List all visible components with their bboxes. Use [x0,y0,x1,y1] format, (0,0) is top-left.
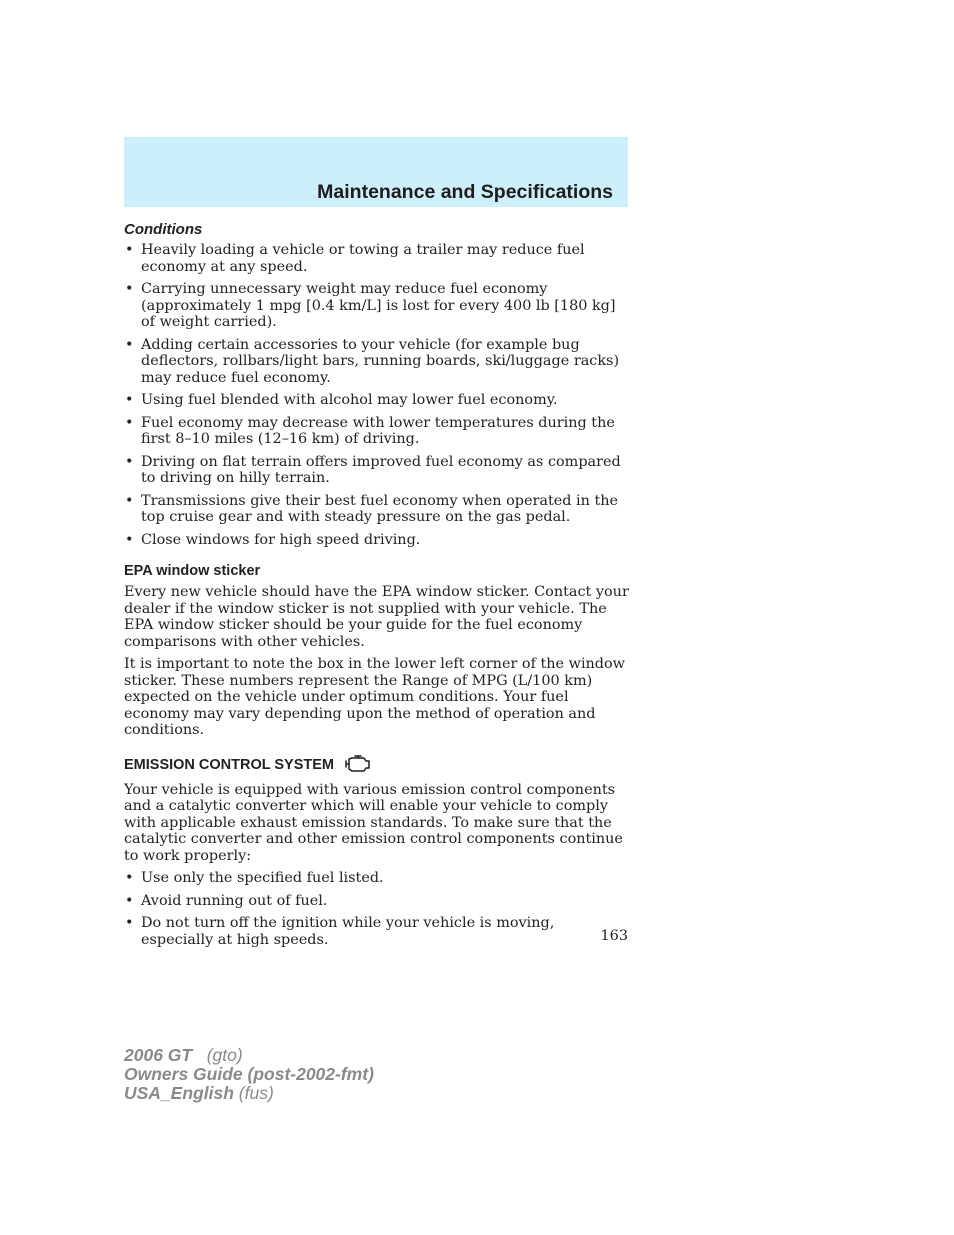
page-number: 163 [600,928,628,944]
epa-paragraph: It is important to note the box in the lower left corner of the window sticker. These numbers represent the Range of MPG (L/100 km) expected on the vehicle under optimum conditions. Your fuel economy may vary depending upon the method of operation and conditions. [124,656,626,738]
emission-paragraph: Your vehicle is equipped with various emission control components and a catalytic converter which will enable your vehicle to comply with applicable exhaust emission standards. To make sure that the catalytic converter and other emission control components continue to work properly: [124,781,623,864]
emission-list [124,870,630,948]
emission-heading-row [124,753,630,779]
document-footer [124,1046,374,1103]
footer-locale: USA_English [124,1083,234,1103]
footer-locale-code: (fus) [238,1083,274,1103]
conditions-list [124,242,630,548]
list-item: • Avoid running out of fuel. [124,893,630,910]
section-header-band [124,137,628,207]
list-item: • Transmissions give their best fuel economy when operated in the top cruise gear and with steady pressure on the gas pedal. [124,493,630,526]
emission-heading: EMISSION CONTROL SYSTEM [124,756,335,773]
check-engine-icon [342,753,372,779]
list-item: • Fuel economy may decrease with lower temperatures during the first 8–10 miles (12–16 km) of driving. [124,415,630,448]
list-item: • Close windows for high speed driving. [124,532,630,549]
footer-model: 2006 GT [124,1045,193,1065]
list-item: • Driving on flat terrain offers improved fuel economy as compared to driving on hilly terrain. [124,454,630,487]
list-item: • Carrying unnecessary weight may reduce fuel economy (approximately 1 mpg [0.4 km/L] is lost for every 400 lb [180 kg] of weight carried). [124,281,630,331]
list-item: • Use only the specified fuel listed. [124,870,630,887]
section-title: Maintenance and Specifications [317,181,613,203]
epa-paragraph: Every new vehicle should have the EPA window sticker. Contact your dealer if the window sticker is not supplied with your vehicle. The EPA window sticker should be your guide for the fuel economy comparisons with other vehicles. [124,584,629,650]
list-item: • Do not turn off the ignition while your vehicle is moving, especially at high speeds. [124,915,630,948]
page-content [124,220,630,954]
footer-guide: Owners Guide (post-2002-fmt) [124,1064,374,1084]
footer-model-code: (gto) [206,1045,243,1065]
epa-heading: EPA window sticker [124,563,261,579]
list-item: • Heavily loading a vehicle or towing a trailer may reduce fuel economy at any speed. [124,242,630,275]
list-item: • Adding certain accessories to your vehicle (for example bug deflectors, rollbars/light bars, running boards, ski/luggage racks) may reduce fuel economy. [124,337,630,387]
conditions-heading: Conditions [124,221,203,238]
list-item: • Using fuel blended with alcohol may lower fuel economy. [124,392,630,409]
